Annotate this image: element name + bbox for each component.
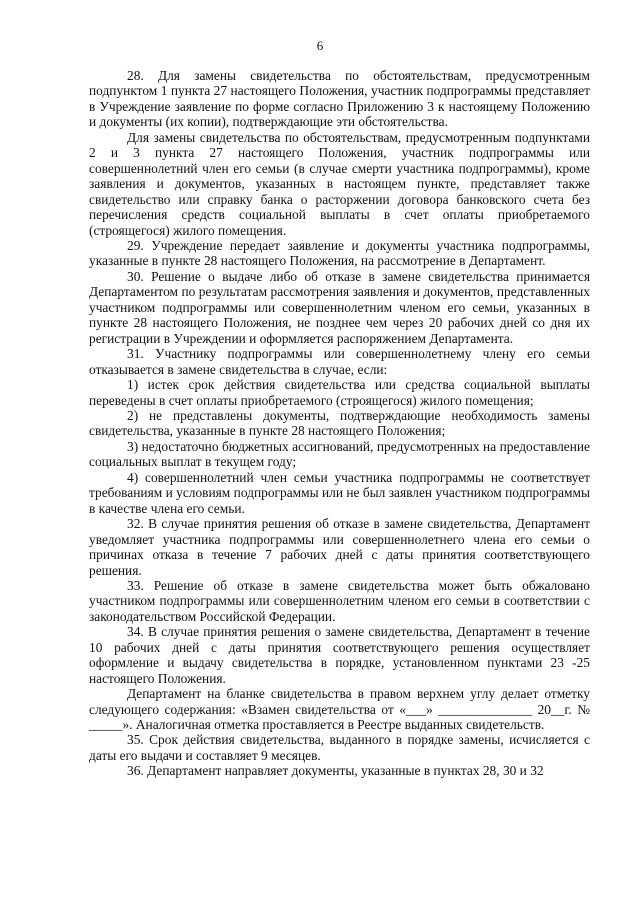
paragraph-28-continued: Для замены свидетельства по обстоятельствам, предусмотренным подпунктами 2 и 3 пункта 27 настоящего Положения, участник подпрограммы или совершеннолетний член его семьи (в случае смерти участника подпрограммы), кроме заявления и документов, указанных в настоящем пункте, представляет также свидетельство или справку банка о расторжении договора банковского счета без перечисления средств социальной выплаты в счет оплаты приобретаемого (строящегося) жилого помещения. xyxy=(89,129,590,238)
paragraph-28: 28. Для замены свидетельства по обстоятельствам, предусмотренным подпунктом 1 пункта 27 настоящего Положения, участник подпрограммы представляет в Учреждение заявление по форме согласно Приложению 3 к настоящему Положению и документы (их копии), подтверждающие эти обстоятельства. xyxy=(89,68,590,130)
paragraph-31-item-1: 1) истек срок действия свидетельства или средства социальной выплаты переведены в счет оплаты приобретаемого (строящегося) жилого помещения; xyxy=(89,377,590,408)
paragraph-35: 35. Срок действия свидетельства, выданного в порядке замены, исчисляется с даты его выдачи и составляет 9 месяцев. xyxy=(89,732,590,763)
paragraph-36: 36. Департамент направляет документы, указанные в пунктах 28, 30 и 32 xyxy=(127,763,544,779)
paragraph-29: 29. Учреждение передает заявление и документы участника подпрограммы, указанные в пункте 28 настоящего Положения, на рассмотрение в Департамент. xyxy=(89,237,590,269)
paragraph-34: 34. В случае принятия решения о замене свидетельства, Департамент в течение 10 рабочих дней с даты принятия соответствующего решения осуществляет оформление и выдачу свидетельства в порядке, установленном пунктами 23 -25 настоящего Положения. xyxy=(89,624,590,686)
paragraph-30: 30. Решение о выдаче либо об отказе в замене свидетельства принимается Департаментом по результатам рассмотрения заявления и документов, представленных участником подпрограммы или совершеннолетним членом его семьи, указанных в пункте 28 настоящего Положения, не позднее чем через 20 рабочих дней со дня их регистрации в Учреждении и оформляется распоряжением Департамента. xyxy=(89,268,590,346)
paragraph-31-item-2: 2) не представлены документы, подтверждающие необходимость замены свидетельства, указанные в пункте 28 настоящего Положения; xyxy=(89,407,590,439)
paragraph-31-item-3: 3) недостаточно бюджетных ассигнований, предусмотренных на предоставление социальных выплат в текущем году; xyxy=(89,438,590,470)
paragraph-32: 32. В случае принятия решения об отказе в замене свидетельства, Департамент уведомляет участника подпрограммы или совершеннолетнего члена его семьи о причинах отказа в течение 7 рабочих дней с даты принятия соответствующего решения. xyxy=(89,516,590,578)
body-text xyxy=(89,68,590,779)
paragraph-33: 33. Решение об отказе в замене свидетельства может быть обжаловано участником подпрограммы или совершеннолетним членом его семьи в соответствии с законодательством Российской Федерации. xyxy=(89,577,590,624)
paragraph-31: 31. Участнику подпрограммы или совершеннолетнему члену его семьи отказывается в замене свидетельства в случае, если: xyxy=(89,346,590,377)
paragraph-34-mark: Департамент на бланке свидетельства в правом верхнем углу делает отметку следующего содержания: «Взамен свидетельства от «___» ______________ 20__г. № _____». Аналогичная отметка проставляется в Реестре выданных свидетельств. xyxy=(89,686,590,733)
paragraph-31-item-4: 4) совершеннолетний член семьи участника подпрограммы не соответствует требованиям и условиям подпрограммы или не был заявлен участником подпрограммы в качестве члена его семьи. xyxy=(89,469,590,516)
page-number: 6 xyxy=(316,38,324,53)
